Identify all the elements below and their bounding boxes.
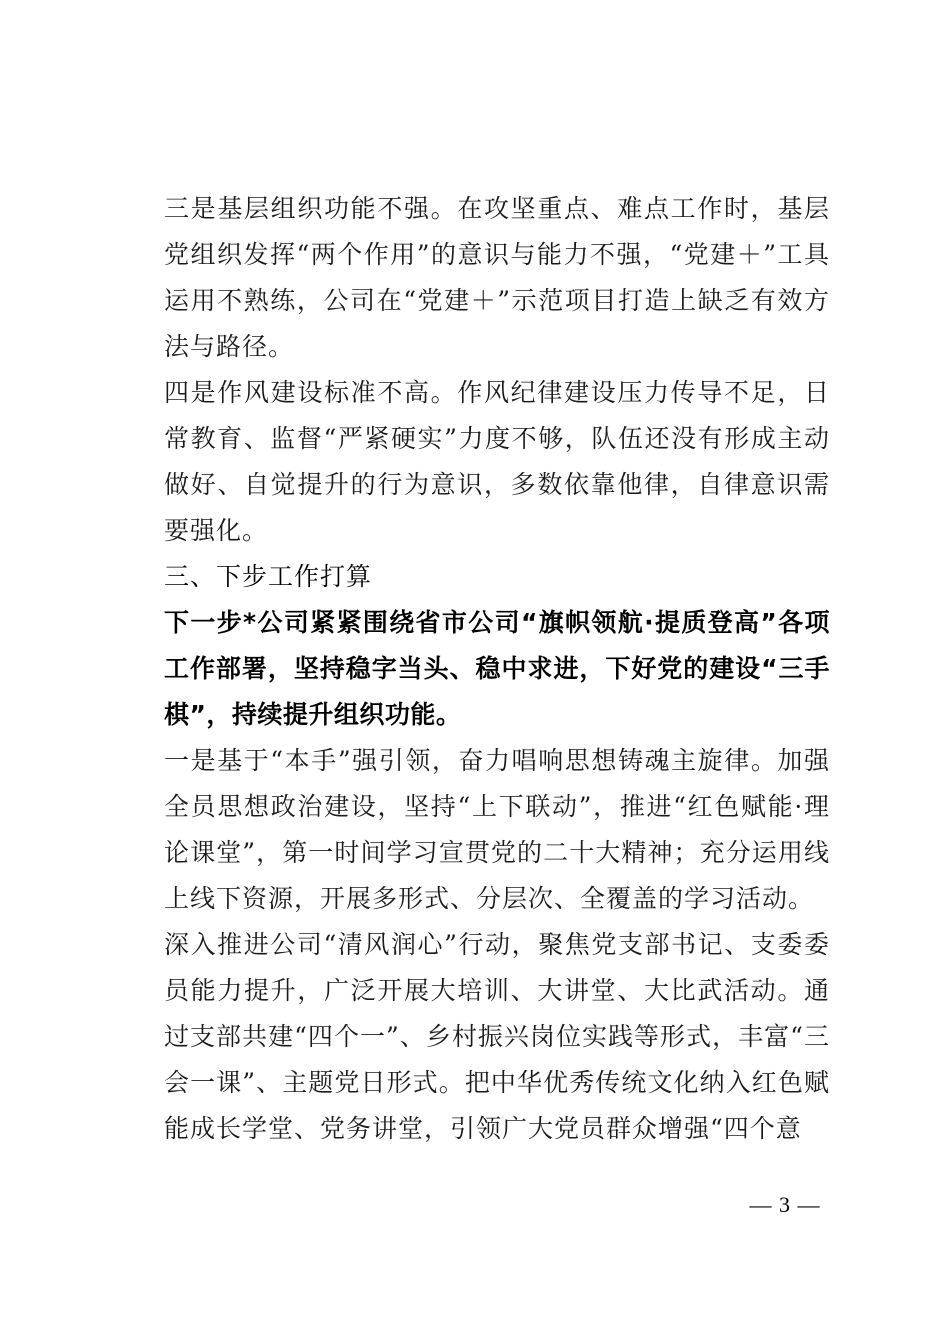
paragraph-clean-wind: 深入推进公司“清风润心”行动，聚焦党支部书记、支委委员能力提升，广泛开展大培训、大讲堂、大比武活动。通过支部共建“四个一”、乡村振兴岗位实践等形式，丰富“三会一课”、主题党日形式。把中华优秀传统文化纳入红色赋能成长学堂、党务讲堂，引领广大党员群众增强“四个意: [164, 930, 830, 1143]
paragraph-grassroots-organization: 三是基层组织功能不强。在攻坚重点、难点工作时，基层党组织发挥“两个作用”的意识与能力不强，“党建＋”工具运用不熟练，公司在“党建＋”示范项目打造上缺乏有效方法与路径。: [164, 194, 830, 361]
section-heading-next-steps: 三、下步工作打算: [164, 562, 373, 591]
paragraph-basic-move: 一是基于“本手”强引领，奋力唱响思想铸魂主旋律。加强全员思想政治建设，坚持“上下联动”，推进“红色赋能·理论课堂”，第一时间学习宣贯党的二十大精神；充分运用线上线下资源，开展多形式、分层次、全覆盖的学习活动。: [164, 746, 830, 913]
paragraph-work-style: 四是作风建设标准不高。作风纪律建设压力传导不足，日常教育、监督“严紧硬实”力度不够，队伍还没有形成主动做好、自觉提升的行为意识，多数依靠他律，自律意识需要强化。: [164, 378, 830, 545]
bold-intro-paragraph: 下一步*公司紧紧围绕省市公司“旗帜领航·提质登高”各项工作部署，坚持稳字当头、稳中求进，下好党的建设“三手棋”，持续提升组织功能。: [164, 608, 830, 729]
document-body: [164, 186, 830, 1152]
page-number: — 3 —: [749, 1192, 821, 1217]
